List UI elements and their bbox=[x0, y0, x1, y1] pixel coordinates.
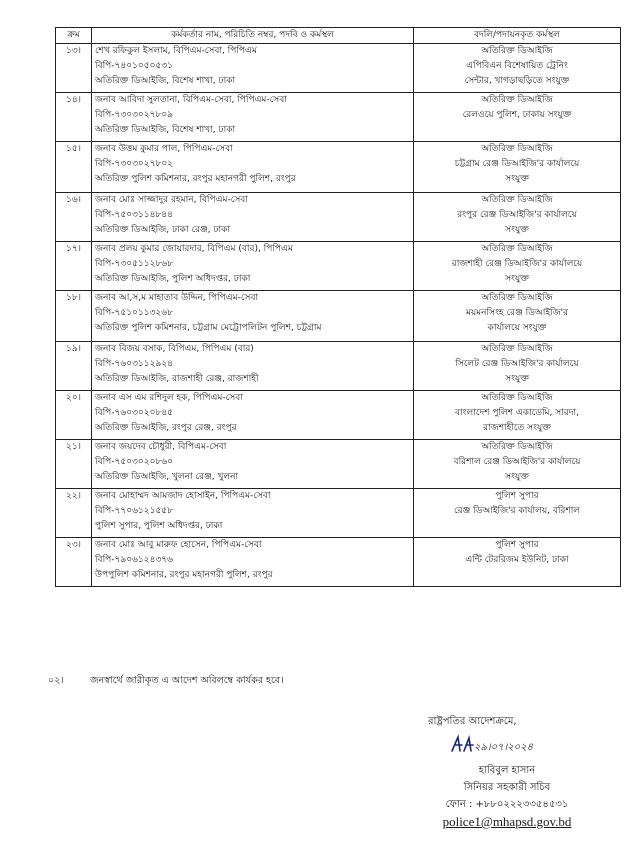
row-serial: ২২। bbox=[56, 489, 92, 538]
table-row bbox=[56, 44, 621, 93]
officer-bp-number: বিপি-৭৭০৬১২১৫৫৮ bbox=[95, 506, 173, 516]
officer-current-posting: উপপুলিশ কমিশনার, রংপুর মহানগরী পুলিশ, রংপুর bbox=[95, 570, 273, 580]
new-posting-line-1: অতিরিক্ত ডিআইজি bbox=[481, 244, 553, 254]
officer-name: জনাব বিজয় বসাক, বিপিএম, পিপিএম (বার) bbox=[95, 344, 254, 354]
new-posting-line-1: পুলিশ সুপার bbox=[495, 540, 539, 550]
signatory-designation: সিনিয়র সহকারী সচিব bbox=[463, 782, 551, 793]
officer-bp-number: বিপি-৭৬০৩০২০৮৪৫ bbox=[95, 408, 173, 418]
officer-current-posting: অতিরিক্ত পুলিশ কমিশনার, রংপুর মহানগরী পুলিশ, রংপুর bbox=[95, 174, 296, 184]
officer-bp-number: বিপি-৭৫০৩০২০৮৬০ bbox=[95, 457, 174, 467]
officer-details bbox=[92, 291, 414, 342]
signatory-block bbox=[394, 762, 620, 830]
new-posting-line-3: সেন্টার, খাগড়াছড়িতে সংযুক্ত bbox=[464, 76, 570, 86]
officer-details bbox=[92, 142, 414, 193]
signatory-email[interactable]: police1@mhapsd.gov.bd bbox=[442, 814, 572, 829]
row-serial: ১৬। bbox=[56, 193, 92, 242]
table-row bbox=[56, 291, 621, 342]
officer-current-posting: অতিরিক্ত ডিআইজি, রংপুর রেঞ্জ, রংপুর bbox=[95, 423, 237, 433]
officer-current-posting: অতিরিক্ত ডিআইজি, বিশেষ শাখা, ঢাকা bbox=[95, 76, 236, 86]
new-posting bbox=[414, 142, 621, 193]
new-posting bbox=[414, 391, 621, 440]
officer-name: শেখ রফিকুল ইসলাম, বিপিএম-সেবা, পিপিএম bbox=[95, 46, 257, 56]
table-row bbox=[56, 489, 621, 538]
officer-name: জনাব আবিদা সুলতানা, বিপিএম-সেবা, পিপিএম-সেবা bbox=[95, 95, 287, 105]
new-posting-line-3: কার্যালয়ে সংযুক্ত bbox=[487, 323, 547, 333]
table-row bbox=[56, 242, 621, 291]
table-row bbox=[56, 142, 621, 193]
officer-details bbox=[92, 93, 414, 142]
row-serial: ১৫। bbox=[56, 142, 92, 193]
officer-details bbox=[92, 342, 414, 391]
officer-name: জনাব এস এম রশিদুল হক, পিপিএম-সেবা bbox=[95, 393, 243, 403]
officer-current-posting: অতিরিক্ত ডিআইজি, পুলিশ অধিদপ্তর, ঢাকা bbox=[95, 274, 251, 284]
new-posting-line-3: সংযুক্ত bbox=[505, 174, 529, 184]
new-posting-line-2: চট্টগ্রাম রেঞ্জ ডিআইজি'র কার্যালয়ে bbox=[454, 159, 580, 169]
order-line: রাষ্ট্রপতির আদেশক্রমে, bbox=[428, 716, 517, 727]
new-posting-line-3: রাজশাহীতে সংযুক্ত bbox=[483, 423, 551, 433]
officer-current-posting: অতিরিক্ত ডিআইজি, ঢাকা রেঞ্জ, ঢাকা bbox=[95, 225, 231, 235]
new-posting bbox=[414, 242, 621, 291]
new-posting-line-2: রেঞ্জ ডিআইজি'র কার্যালয়, বরিশাল bbox=[453, 506, 581, 516]
header-serial: ক্রম bbox=[56, 28, 92, 44]
officer-details bbox=[92, 242, 414, 291]
officer-details bbox=[92, 538, 414, 587]
officer-bp-number: বিপি-৭৪০১০৫০৫৩১ bbox=[95, 61, 173, 71]
officer-details bbox=[92, 440, 414, 489]
officer-current-posting: অতিরিক্ত ডিআইজি, বিশেষ শাখা, ঢাকা bbox=[95, 125, 236, 135]
officer-details bbox=[92, 193, 414, 242]
new-posting bbox=[414, 93, 621, 142]
row-serial: ২৩। bbox=[56, 538, 92, 587]
new-posting-line-2: রাজশাহী রেঞ্জ ডিআইজি'র কার্যালয়ে bbox=[451, 259, 583, 269]
new-posting-line-2: বাংলাদেশ পুলিশ একাডেমি, সারদা, bbox=[455, 408, 579, 418]
header-new-posting: বদলি/পদায়নকৃত কর্মস্থল bbox=[414, 28, 621, 44]
new-posting-line-1: অতিরিক্ত ডিআইজি bbox=[481, 293, 553, 303]
table-row bbox=[56, 440, 621, 489]
new-posting-line-3: সংযুক্ত bbox=[505, 472, 529, 482]
new-posting-line-2: বরিশাল রেঞ্জ ডিআইজি'র কার্যালয়ে bbox=[453, 457, 581, 467]
table-row bbox=[56, 193, 621, 242]
officer-name: জনাব আ,স,ম মাহাতাব উদ্দিন, পিপিএম-সেবা bbox=[95, 293, 259, 303]
new-posting-line-2: রংপুর রেঞ্জ ডিআইজি'র কার্যালয়ে bbox=[457, 210, 577, 220]
new-posting-line-2: এপিবিএন বিশেষায়িত ট্রেনিং bbox=[466, 61, 568, 71]
row-serial: ১৩। bbox=[56, 44, 92, 93]
signatory-phone: ফোন : +৮৮০২২২৩৩৫৪৫৩১ bbox=[445, 799, 569, 810]
officer-details bbox=[92, 391, 414, 440]
officer-bp-number: বিপি-৭৫০৩১১৪৮৪৪ bbox=[95, 210, 173, 220]
officer-bp-number: বিপি-৭৩০৩০২৭৮০৯ bbox=[95, 110, 174, 120]
officer-name: জনাব মোঃ সাজ্জাদুর রহমান, বিপিএম-সেবা bbox=[95, 195, 248, 205]
table-row bbox=[56, 93, 621, 142]
new-posting bbox=[414, 538, 621, 587]
new-posting-line-1: অতিরিক্ত ডিআইজি bbox=[481, 144, 553, 154]
new-posting bbox=[414, 440, 621, 489]
paragraph-number: ০২। bbox=[48, 675, 64, 686]
table-header-row bbox=[56, 28, 621, 44]
officer-bp-number: বিপি-৭৯০৬১২৪৩৭৬ bbox=[95, 555, 173, 565]
row-serial: ২০। bbox=[56, 391, 92, 440]
new-posting bbox=[414, 291, 621, 342]
officer-current-posting: পুলিশ সুপার, পুলিশ অধিদপ্তর, ঢাকা bbox=[95, 521, 223, 531]
new-posting bbox=[414, 44, 621, 93]
table-row bbox=[56, 538, 621, 587]
new-posting-line-2: সিলেট রেঞ্জ ডিআইজি'র কার্যালয়ে bbox=[455, 359, 579, 369]
row-serial: ১৭। bbox=[56, 242, 92, 291]
row-serial: ২১। bbox=[56, 440, 92, 489]
officer-bp-number: বিপি-৭৫১০১১৩২৬৮ bbox=[95, 308, 173, 318]
new-posting-line-3: সংযুক্ত bbox=[505, 374, 529, 384]
officer-bp-number: বিপি-৭৩০৩০২৭৮০২ bbox=[95, 159, 174, 169]
new-posting-line-2: রেলওয়ে পুলিশ, ঢাকায় সংযুক্ত bbox=[462, 110, 572, 120]
transfer-table bbox=[55, 27, 621, 587]
signature-date: ২৯।০৭।২০২৪ bbox=[474, 742, 534, 753]
officer-name: জনাব মোঃ আবু মারুফ হোসেন, পিপিএম-সেবা bbox=[95, 540, 262, 550]
new-posting bbox=[414, 489, 621, 538]
table-row bbox=[56, 391, 621, 440]
paragraph-02 bbox=[48, 674, 283, 689]
new-posting-line-1: অতিরিক্ত ডিআইজি bbox=[481, 95, 553, 105]
table-row bbox=[56, 342, 621, 391]
officer-current-posting: অতিরিক্ত পুলিশ কমিশনার, চট্টগ্রাম মেট্রোপলিটন পুলিশ, চট্টগ্রাম bbox=[95, 323, 322, 333]
officer-name: জনাব উত্তম কুমার পাল, পিপিএম-সেবা bbox=[95, 144, 233, 154]
officer-details bbox=[92, 44, 414, 93]
new-posting-line-1: অতিরিক্ত ডিআইজি bbox=[481, 46, 553, 56]
new-posting-line-1: পুলিশ সুপার bbox=[495, 491, 539, 501]
officer-current-posting: অতিরিক্ত ডিআইজি, খুলনা রেঞ্জ, খুলনা bbox=[95, 472, 239, 482]
officer-current-posting: অতিরিক্ত ডিআইজি, রাজশাহী রেঞ্জ, রাজশাহী bbox=[95, 374, 259, 384]
new-posting-line-2: এন্টি টেররিজম ইউনিট, ঢাকা bbox=[465, 555, 569, 565]
officer-name: জনাব মোহাম্মদ আমজাদ হোসাইন, পিপিএম-সেবা bbox=[95, 491, 271, 501]
new-posting-line-1: অতিরিক্ত ডিআইজি bbox=[481, 442, 553, 452]
new-posting bbox=[414, 342, 621, 391]
new-posting-line-3: সংযুক্ত bbox=[505, 274, 529, 284]
officer-name: জনাব জয়দেব চৌধুরী, বিপিএম-সেবা bbox=[95, 442, 227, 452]
paragraph-text: জনস্বার্থে জারীকৃত এ আদেশ অবিলম্বে কার্যকর হবে। bbox=[90, 675, 284, 686]
signatory-name: হাবিবুল হাসান bbox=[478, 765, 536, 776]
new-posting bbox=[414, 193, 621, 242]
new-posting-line-3: সংযুক্ত bbox=[505, 225, 529, 235]
header-officer: কর্মকর্তার নাম, পরিচিতি নম্বর, পদবি ও কর্মস্থল bbox=[92, 28, 414, 44]
officer-name: জনাব প্রলয় কুমার জোয়ারদার, বিপিএম (বার), পিপিএম bbox=[95, 244, 293, 254]
officer-bp-number: বিপি-৭৬০৩১১২৯২৪ bbox=[95, 359, 173, 369]
row-serial: ১৮। bbox=[56, 291, 92, 342]
row-serial: ১৪। bbox=[56, 93, 92, 142]
officer-bp-number: বিপি-৭৩০৫১১২৮৬৮ bbox=[95, 259, 173, 269]
new-posting-line-1: অতিরিক্ত ডিআইজি bbox=[481, 344, 553, 354]
new-posting-line-1: অতিরিক্ত ডিআইজি bbox=[481, 195, 553, 205]
new-posting-line-2: ময়মনসিংহ রেঞ্জ ডিআইজি'র bbox=[465, 308, 569, 318]
new-posting-line-1: অতিরিক্ত ডিআইজি bbox=[481, 393, 553, 403]
officer-details bbox=[92, 489, 414, 538]
row-serial: ১৯। bbox=[56, 342, 92, 391]
